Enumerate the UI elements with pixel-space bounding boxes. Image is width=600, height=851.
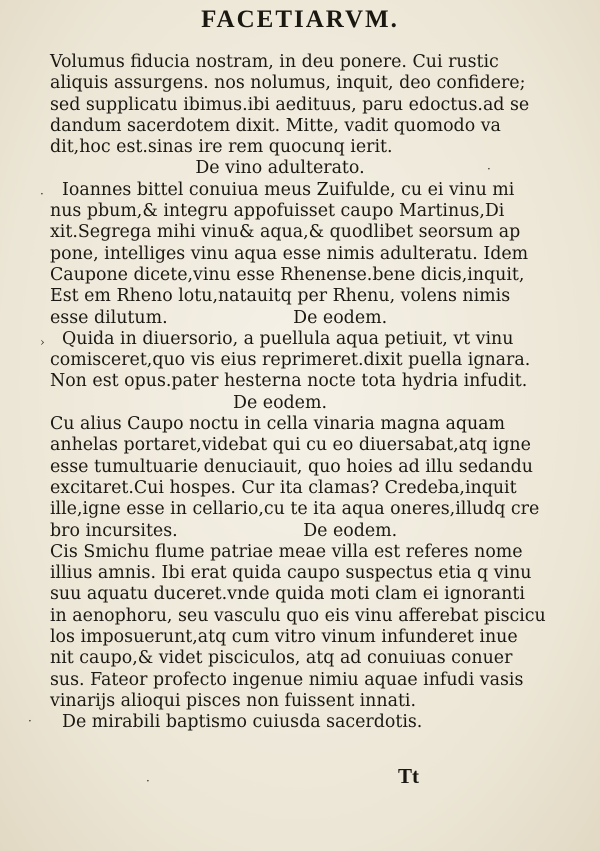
text-line: dandum sacerdotem dixit. Mitte, vadit quomodo va (50, 115, 501, 136)
text-line: nus pbum,& integru appofuisset caupo Martinus,Di (50, 201, 505, 222)
section-heading: De eodem. (233, 392, 327, 413)
text-line: sed supplicatu ibimus.ibi aedituus, paru edoctus.ad se (50, 94, 530, 115)
section-heading: De mirabili baptismo cuiusda sacerdotis. (62, 712, 423, 733)
text-line: Quida in diuersorio, a puellula aqua petiuit, vt vinu (62, 328, 514, 349)
text-line: xit.Segrega mihi vinu& aqua,& quodlibet seorsum ap (50, 222, 521, 243)
text-fragment: esse dilutum. (50, 307, 168, 328)
text-line: sus. Fateor profecto ingenue nimiu aquae infudi vasis (50, 669, 524, 690)
text-line: nit caupo,& videt pisciculos, atq ad conuiuas conuer (50, 648, 513, 669)
text-line: excitaret.Cui hospes. Cur ita clamas? Credeba,inquit (50, 477, 517, 498)
running-head: FACETIARVM. (201, 6, 399, 33)
text-line: pone, intelliges vinu aqua esse nimis adulteratu. Idem (50, 243, 529, 264)
text-line-with-heading (50, 521, 510, 542)
text-line: Volumus fiducia nostram, in deu ponere. Cui rustic (50, 52, 499, 72)
text-line: Cis Smichu flume patriae meae villa est referes nome (50, 541, 523, 562)
text-line: ille,igne esse in cellario,cu te ita aqua oneres,illudq cre (50, 499, 540, 520)
text-line: suu aquatu duceret.vnde quida moti clam ei ignoranti (50, 584, 525, 605)
margin-dot: · (487, 162, 491, 176)
text-line: Cu alius Caupo noctu in cella vinaria magna aquam (50, 414, 506, 435)
text-line-with-heading (50, 308, 510, 329)
text-line: comisceret,quo vis eius reprimeret.dixit puella ignara. (50, 350, 531, 371)
section-heading: De vino adulterato. (195, 158, 365, 179)
text-line: los imposuerunt,atq cum vitro vinum infunderet inue (50, 627, 518, 648)
text-fragment: bro incursites. (50, 520, 178, 541)
page-text (50, 52, 546, 734)
section-heading: De eodem. (293, 307, 388, 328)
text-line: vinarijs alioqui pisces non fuissent innati. (50, 690, 417, 711)
margin-dot: · (40, 187, 44, 201)
text-line: anhelas portaret,videbat qui cu eo diuersabat,atq igne (50, 435, 531, 456)
text-line: Est em Rheno lotu,natauitq per Rhenu, volens nimis (50, 286, 511, 307)
margin-dot: · (28, 714, 32, 728)
signature-mark: Tt (398, 764, 419, 788)
text-line: esse tumultuarie denuciauit, quo hoies ad illu sedandu (50, 456, 533, 477)
section-heading: De eodem. (303, 520, 398, 541)
text-line: illius amnis. Ibi erat quida caupo suspectus etia q vinu (50, 563, 532, 584)
margin-dot: › (40, 335, 45, 349)
text-line: in aenophoru, seu vasculu quo eis vinu afferebat piscicu (50, 605, 546, 626)
text-line: dit,hoc est.sinas ire rem quocunq ierit. (50, 137, 393, 158)
text-line: aliquis assurgens. nos nolumus, inquit, deo confidere; (50, 73, 526, 94)
text-line: Caupone dicete,vinu esse Rhenense.bene dicis,inquit, (50, 264, 525, 285)
text-line: Ioannes bittel conuiua meus Zuifulde, cu ei vinu mi (62, 179, 515, 200)
margin-dot: · (146, 774, 150, 788)
text-line: Non est opus.pater hesterna nocte tota hydria infudit. (50, 371, 528, 392)
